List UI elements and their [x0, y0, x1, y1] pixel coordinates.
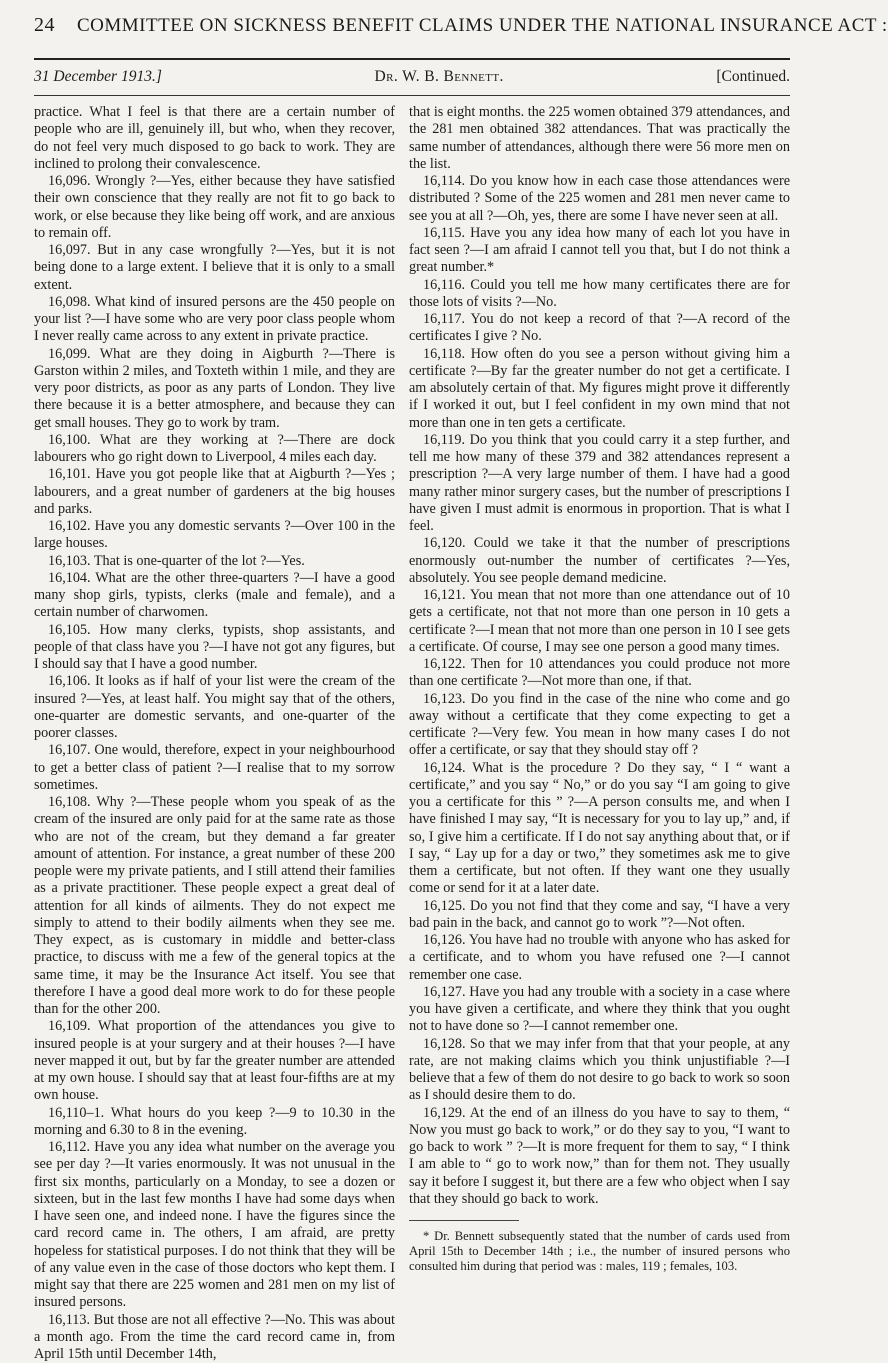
- paragraph: 16,117. You do not keep a record of that ?—A record of the certificates I give ? No.: [409, 311, 790, 346]
- left-column: [34, 104, 395, 1363]
- paragraph: 16,096. Wrongly ?—Yes, either because they have satisfied their own conscience that they really are not fit to go back to work, or else because they like being off work, and are anxious to remain off.: [34, 173, 395, 242]
- sub-header-rule: [34, 95, 790, 96]
- paragraph: 16,109. What proportion of the attendances you give to insured people is at your surgery and at their houses ?—I have never mapped it out, but by far the greater number are attended at my own house. I should say that at least four-fifths are at my own house.: [34, 1018, 395, 1104]
- page-number: 24: [34, 14, 55, 36]
- paragraph: 16,107. One would, therefore, expect in your neighbourhood to get a better class of patient ?—I realise that to my sorrow sometimes.: [34, 742, 395, 794]
- running-title: COMMITTEE ON SICKNESS BENEFIT CLAIMS UNDER THE NATIONAL INSURANCE ACT :: [77, 15, 888, 36]
- paragraph: 16,125. Do you not find that they come and say, “I have a very bad pain in the back, and cannot go to work ”?—Not often.: [409, 898, 790, 933]
- sub-header: [34, 66, 790, 88]
- paragraph: 16,099. What are they doing in Aigburth ?—There is Garston within 2 miles, and Toxteth within 1 mile, and they are very poor districts, as poor as any parts of London. They live there because it is a better atmosphere, and because they can get small houses. They go to work by tram.: [34, 346, 395, 432]
- header-rule: [34, 58, 790, 60]
- running-head: [34, 14, 786, 37]
- right-column: [409, 104, 790, 1274]
- paragraph: 16,106. It looks as if half of your list were the cream of the insured ?—Yes, at least half. You might say that of the others, one-quarter are domestic servants, and one-quarter of the poorer classes.: [34, 673, 395, 742]
- paragraph: 16,112. Have you any idea what number on the average you see per day ?—It varies enormously. It was not unusual in the first six months, particularly on a Monday, to see a dozen or sixteen, but in the last few months I have had some days when I have seen one, and indeed none. I have the figures since the card record came in. The others, I am afraid, are pretty hopeless for statistical purposes. I do not think that they will be of any value even in the case of those doctors who kept them. I might say that there are 225 women and 281 men on my list of insured persons.: [34, 1139, 395, 1312]
- session-date: 31 December 1913.]: [34, 68, 162, 86]
- paragraph: 16,121. You mean that not more than one attendance out of 10 gets a certificate, not that not more than one person in 10 gets a certificate ?—I mean that not more than one person in 10 I see gets a certificate. Of course, I may see one person a good many times.: [409, 587, 790, 656]
- paragraph: 16,101. Have you got people like that at Aigburth ?—Yes ; labourers, and a great number of gardeners at the big houses and parks.: [34, 466, 395, 518]
- paragraph: 16,128. So that we may infer from that that your people, at any rate, are not making claims which you think unjustifiable ?—I believe that a few of them do not desire to go back to work so soon as I should desire them to do.: [409, 1036, 790, 1105]
- paragraph: 16,114. Do you know how in each case those attendances were distributed ? Some of the 225 women and 281 men never came to see you at all ?—Oh, yes, there are some I have never seen at all.: [409, 173, 790, 225]
- right-column-paragraphs: [409, 104, 790, 1208]
- paragraph: 16,110–1. What hours do you keep ?—9 to 10.30 in the morning and 6.30 to 8 in the evening.: [34, 1105, 395, 1140]
- paragraph: 16,123. Do you find in the case of the nine who come and go away without a certificate that they come expecting to get a certificate ?—Very few. You mean in how many cases I do not offer a certificate, or say that they should stay off ?: [409, 691, 790, 760]
- paragraph: 16,097. But in any case wrongfully ?—Yes, but it is not being done to a large extent. I believe that it is only to a small extent.: [34, 242, 395, 294]
- paragraph: 16,122. Then for 10 attendances you could produce not more than one certificate ?—Not more than one, if that.: [409, 656, 790, 691]
- paragraph: 16,119. Do you think that you could carry it a step further, and tell me how many of these 379 and 382 attendances represent a prescription ?—A very large number of them. I have had a good many rather minor surgery cases, but the number of prescriptions I have given I must admit is enormous in proportion. That is what I feel.: [409, 432, 790, 536]
- paragraph: 16,105. How many clerks, typists, shop assistants, and people of that class have you ?—I have not got any figures, but I should say that I have a good number.: [34, 622, 395, 674]
- paragraph: 16,103. That is one-quarter of the lot ?—Yes.: [34, 553, 395, 570]
- continued-label: [Continued.: [716, 68, 790, 86]
- paragraph: 16,108. Why ?—These people whom you speak of as the cream of the insured are only paid for at the same rate as those who are not of the cream, but they demand a far greater amount of attention. For instance, a great number of these 200 people were my private patients, and I still attend their families as a private practitioner. These people expect a great deal of attention for all kinds of ailments. They do not expect me simply to attend to their bodily ailments when they see me. They expect, as is customary in middle and better-class practice, to discuss with me a few of the general topics at the same time, it may be the Insurance Act itself. You see that therefore I have a good deal more work to do for these people than for the other 200.: [34, 794, 395, 1018]
- paragraph: 16,124. What is the procedure ? Do they say, “ I “ want a certificate,” and you say “ No,” or do you say “I am going to give you a certificate for this ” ?—A person consults me, and when I have finished I may say, “It is necessary for you to lay up,” and, if so, I give him a certificate. If I do not say anything about that, or if I say, “ Lay up for a day or two,” they sometimes ask me to give them a certificate, but not often. If they want one they usually come or send for it at a later date.: [409, 760, 790, 898]
- paragraph: 16,104. What are the other three-quarters ?—I have a good many shop girls, typists, clerks (male and female), and a certain number of charwomen.: [34, 570, 395, 622]
- paragraph: 16,100. What are they working at ?—There are dock labourers who go right down to Liverpool, 4 miles each day.: [34, 432, 395, 467]
- paragraph: 16,127. Have you had any trouble with a society in a case where you have given a certificate, and where they think that you ought not to have done so ?—I cannot remember one.: [409, 984, 790, 1036]
- paragraph: practice. What I feel is that there are a certain number of people who are ill, genuinely ill, but who, when they recover, do not feel very much disposed to go back to work. They are inclined to prolong their convalescence.: [34, 104, 395, 173]
- paragraph: 16,120. Could we take it that the number of prescriptions enormously out-number the number of certificates ?—Yes, absolutely. You see people demand medicine.: [409, 535, 790, 587]
- paragraph: 16,118. How often do you see a person without giving him a certificate ?—By far the greater number do not get a certificate. I am absolutely certain of that. My figures might prove it differently if I worked it out, but I feel confident in my own mind that not more than one in ten gets a certificate.: [409, 346, 790, 432]
- witness-name: Dr. W. B. Bennett.: [375, 68, 504, 86]
- paragraph: 16,098. What kind of insured persons are the 450 people on your list ?—I have some who are very poor class people whom I never really came across to any extent in private practice.: [34, 294, 395, 346]
- paragraph: 16,129. At the end of an illness do you have to say to them, “ Now you must go back to work,” or do they say to you, “I want to go back to work ” ?—It is more frequent for them to say, “ I think I am able to “ go to work now,” than for them not. They usually say it before I suggest it, but there are a few who object when I say that they should go back to work.: [409, 1105, 790, 1209]
- paragraph: 16,116. Could you tell me how many certificates there are for those lots of visits ?—No.: [409, 277, 790, 312]
- paragraph: 16,115. Have you any idea how many of each lot you have in fact seen ?—I am afraid I cannot tell you that, but I do not think a great number.*: [409, 225, 790, 277]
- footnote-rule: [409, 1220, 519, 1221]
- footnote: * Dr. Bennett subsequently stated that the number of cards used from April 15th to December 14th ; i.e., the number of insured persons who consulted him during that period was : males, 119 ; females, 103.: [409, 1229, 790, 1274]
- paragraph: that is eight months. the 225 women obtained 379 attendances, and the 281 men obtained 382 attendances. That was practically the same number of attendances, although there were 56 more men on the list.: [409, 104, 790, 173]
- paragraph: 16,113. But those are not all effective ?—No. This was about a month ago. From the time the card record came in, from April 15th until December 14th,: [34, 1312, 395, 1363]
- paragraph: 16,102. Have you any domestic servants ?—Over 100 in the large houses.: [34, 518, 395, 553]
- paragraph: 16,126. You have had no trouble with anyone who has asked for a certificate, and to whom you have refused one ?—I cannot remember one case.: [409, 932, 790, 984]
